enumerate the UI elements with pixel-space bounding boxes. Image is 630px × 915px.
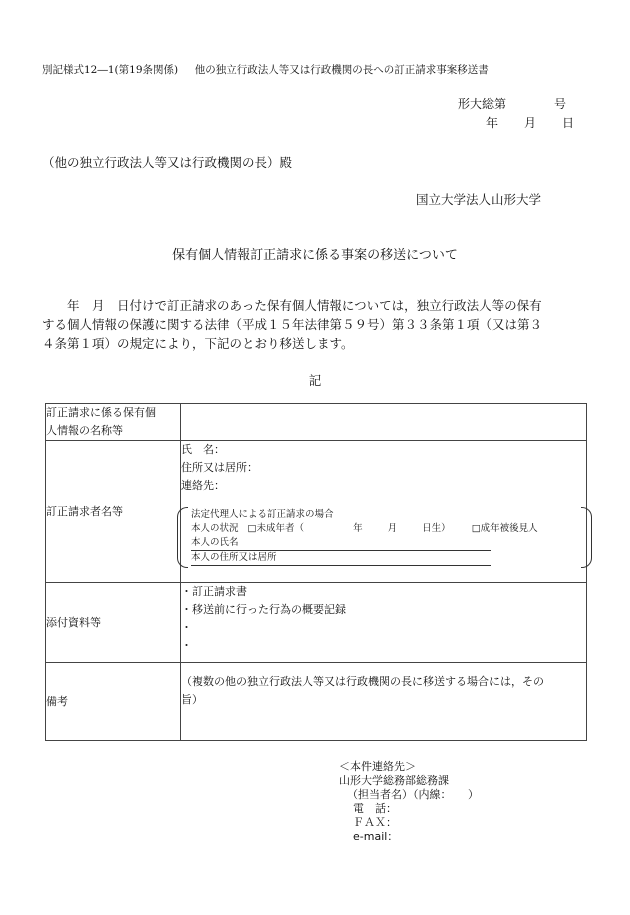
- date-year: 年: [486, 116, 499, 130]
- row-label: 備考: [46, 663, 181, 741]
- list-item: ・移送前に行った行為の概要記録: [181, 603, 346, 616]
- body-text: [42, 296, 592, 353]
- right-bracket: [581, 507, 592, 568]
- remarks-note: 旨）: [181, 693, 203, 706]
- contact-label: 連絡先：: [181, 479, 225, 492]
- address-label: 住所又は居所：: [181, 461, 258, 474]
- row-label: 添付資料等: [46, 583, 181, 663]
- row-label: 訂正請求に係る保有個 人情報の名称等: [46, 404, 181, 441]
- info-name-field[interactable]: [181, 404, 587, 441]
- document-date: [486, 114, 574, 131]
- list-item: ・: [181, 621, 192, 634]
- form-header: [42, 62, 489, 77]
- proxy-box: [177, 507, 586, 568]
- recipient: （他の独立行政法人等又は行政機関の長）殿: [42, 155, 293, 170]
- attachments-field[interactable]: [181, 583, 587, 663]
- ki-heading: 記: [308, 373, 322, 388]
- body-line: する個人情報の保護に関する法律（平成１５年法律第５９号）第３３条第１項（又は第３: [42, 317, 543, 332]
- document-number-prefix: 形大総第: [458, 97, 507, 111]
- left-bracket: [177, 507, 188, 568]
- form-number: 別記様式12―1(第19条関係): [42, 64, 179, 76]
- list-item: ・: [181, 639, 192, 652]
- document-number: [458, 95, 566, 112]
- document-number-suffix: 号: [554, 97, 567, 111]
- name-label: 氏 名：: [181, 443, 225, 456]
- body-line: ４条第１項）の規定により，下記のとおり移送します。: [42, 336, 354, 351]
- person-address-line[interactable]: 本人の住所又は居所: [191, 551, 491, 566]
- table-row: [46, 404, 587, 441]
- sender: 国立大学法人山形大学: [416, 192, 542, 207]
- contact-dept: 山形大学総務部総務課: [339, 774, 449, 787]
- table-row: [46, 583, 587, 663]
- list-item: ・訂正請求書: [181, 585, 247, 598]
- contact-person: （担当者名）（内線： ）: [347, 788, 479, 801]
- person-name-line[interactable]: 本人の氏名: [191, 536, 491, 551]
- contact-heading: ＜本件連絡先＞: [339, 760, 416, 773]
- minor-checkbox[interactable]: □未成年者（: [247, 523, 305, 534]
- status-row: 本人の状況 □未成年者（ 年 月 日生） □成年被後見人: [191, 523, 538, 534]
- contact-tel: 電 話：: [353, 802, 397, 815]
- guardian-checkbox[interactable]: □成年被後見人: [471, 523, 538, 534]
- remarks-field[interactable]: [181, 663, 587, 741]
- contact-email: e-mail：: [353, 830, 399, 843]
- table-row: [46, 663, 587, 741]
- row-label: 訂正請求者名等: [46, 441, 181, 583]
- table-row: [46, 441, 587, 583]
- requester-field[interactable]: [181, 441, 587, 583]
- remarks-note: （複数の他の独立行政法人等又は行政機関の長に移送する場合には，その: [181, 675, 544, 688]
- proxy-title: 法定代理人による訂正請求の場合: [191, 509, 334, 520]
- body-line: 年 月 日付けで訂正請求のあった保有個人情報については，独立行政法人等の保有: [42, 298, 542, 313]
- details-table: [45, 403, 587, 741]
- contact-block: [339, 760, 479, 844]
- contact-fax: ＦＡＸ：: [353, 816, 397, 829]
- date-day: 日: [562, 116, 575, 130]
- date-month: 月: [524, 116, 537, 130]
- document-title: 保有個人情報訂正請求に係る事案の移送について: [172, 248, 458, 263]
- form-title: 他の独立行政法人等又は行政機関の長への訂正請求事案移送書: [194, 64, 489, 76]
